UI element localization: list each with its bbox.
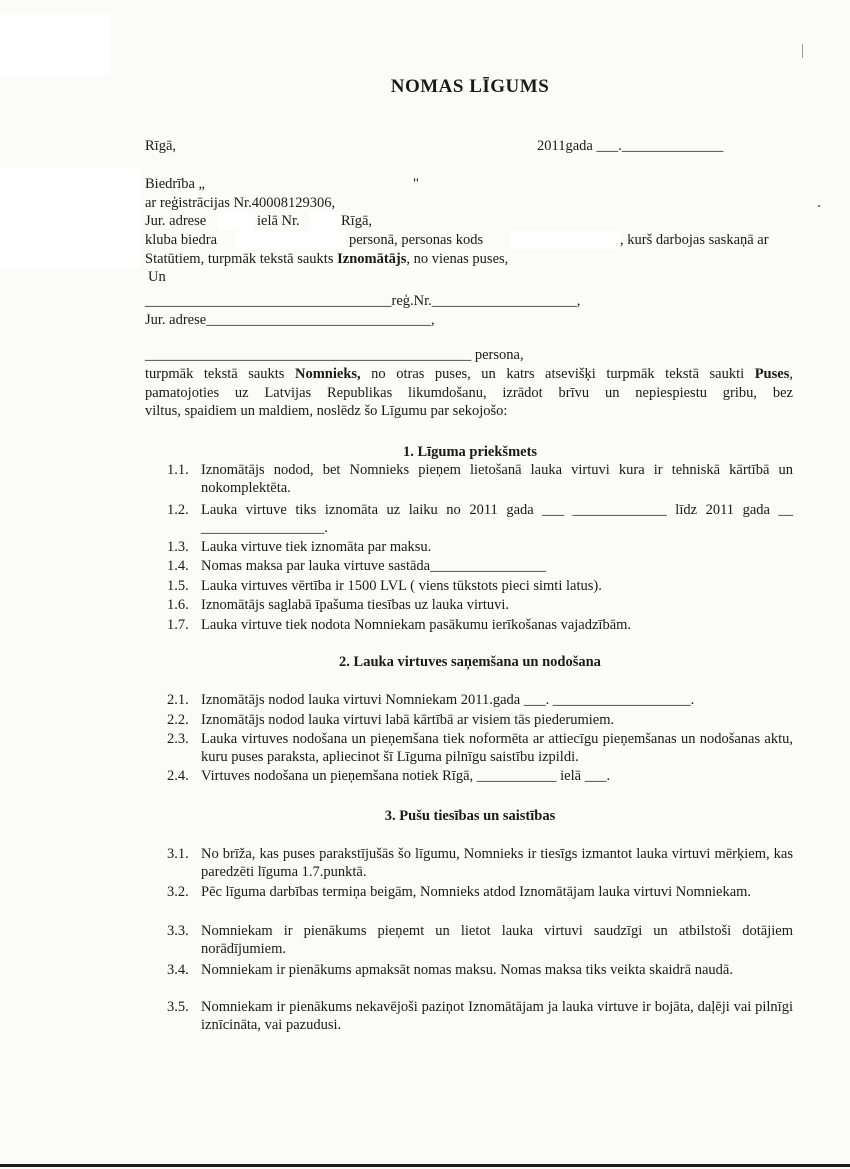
clause-text: Lauka virtuve tiek nodota Nomniekam pasākumu ierīkošanas vajadzībām. — [201, 617, 632, 633]
clause-number: 1.7. — [167, 617, 189, 633]
clause-text: Nomas maksa par lauka virtuve sastāda________________ — [201, 558, 547, 574]
clause-number: 1.4. — [167, 558, 189, 574]
redaction-box — [510, 231, 620, 249]
clause-text: Lauka virtuves vērtība ir 1500 LVL ( viens tūkstots pieci simti latus). — [201, 578, 602, 594]
clause — [145, 596, 793, 614]
clause-number: 3.3. — [167, 923, 189, 939]
city-label: Rīgā, — [145, 138, 177, 154]
party-name-open: Biedrība „ — [145, 176, 205, 192]
lessor-line-c: , no vienas puses, — [406, 251, 509, 267]
lessee-term: Nomnieks, — [294, 366, 361, 382]
redaction-box — [0, 168, 140, 268]
acting-under-text: , kurš darbojas saskaņā ar — [620, 232, 769, 248]
clause-number: 1.6. — [167, 597, 189, 613]
clause-text: Iznomātājs saglabā īpašuma tiesības uz lauka virtuvi. — [201, 597, 510, 613]
preamble-line-3: viltus, spaidiem un maldiem, noslēdz šo Līgumu par sekojošo: — [145, 403, 508, 419]
parties-term: Puses — [754, 366, 790, 382]
preamble-text: , — [789, 366, 793, 382]
clause-number: 3.1. — [167, 846, 189, 862]
lessor-line — [145, 250, 795, 268]
city-text: Rīgā, — [341, 213, 373, 229]
clause-text: Lauka virtuve tiks iznomāta uz laiku no 2011 gada ___ _____________ līdz 2011 gada __ _________________. — [201, 502, 793, 536]
redaction-box — [218, 212, 254, 230]
clause-text: Iznomātājs nodod, bet Nomnieks pieņem lietošanā lauka virtuvi kura ir tehniskā kārtībā un nokomplektēta. — [201, 462, 793, 496]
clause-number: 3.5. — [167, 999, 189, 1015]
person-code-label: personā, personas kods — [349, 232, 484, 248]
clause — [145, 616, 793, 634]
clause-text: Pēc līguma darbības termiņa beigām, Nomnieks atdod Iznomātājam lauka virtuvi Nomniekam. — [201, 884, 752, 900]
lessor-term: Iznomātājs — [337, 251, 407, 267]
clause-text: Nomniekam ir pienākums pieņemt un lietot lauka virtuvi saudzīgi un atbilstoši dotājiem norādījumiem. — [201, 923, 793, 957]
scan-mark — [802, 44, 803, 58]
section-heading: 2. Lauka virtuves saņemšana un nodošana — [339, 654, 601, 670]
clause-text: No brīža, kas puses parakstījušās šo līgumu, Nomnieks ir tiesīgs izmantot lauka virtuvi mērķiem, kas paredzēti līguma 1.7.punktā. — [201, 846, 793, 880]
clause-text: Iznomātājs nodod lauka virtuvi Nomniekam 2011.gada ___. ___________________. — [201, 692, 695, 708]
clause-number: 2.2. — [167, 712, 189, 728]
clause-number: 1.2. — [167, 502, 189, 518]
party-name-close: " — [413, 176, 419, 192]
clause — [145, 961, 793, 997]
clause — [145, 501, 793, 537]
clause — [145, 883, 793, 919]
clause-number: 3.4. — [167, 962, 189, 978]
redaction-box — [236, 231, 346, 249]
redaction-box — [309, 212, 339, 230]
clause-number: 1.5. — [167, 578, 189, 594]
lessee-registration-line: __________________________________reģ.Nr.____________________, — [145, 293, 581, 309]
clause — [145, 922, 793, 958]
clause — [145, 557, 793, 575]
clause-number: 2.3. — [167, 731, 189, 747]
section-heading: 3. Pušu tiesības un saistības — [384, 808, 556, 824]
registration-number: ar reģistrācijas Nr.40008129306, — [145, 195, 336, 211]
clause-number: 3.2. — [167, 884, 189, 900]
preamble-line-2: pamatojoties uz Latvijas Republikas likumdošanu, izrādot brīvu un nepiespiestu gribu, bez — [145, 385, 793, 401]
lessor-line-a: Statūtiem, turpmāk tekstā saukts — [145, 251, 338, 267]
preamble-text: no otras puses, un katrs atsevišķi turpmāk tekstā saukti — [360, 366, 755, 382]
clause-number: 1.1. — [167, 462, 189, 478]
clause-text: Iznomātājs nodod lauka virtuvi labā kārtībā ar visiem tās piederumiem. — [201, 712, 615, 728]
clause-number: 2.1. — [167, 692, 189, 708]
clause — [145, 461, 793, 497]
clause — [145, 998, 793, 1034]
clause — [145, 767, 793, 785]
page-bottom-edge — [0, 1164, 850, 1167]
clause — [145, 845, 793, 881]
lessee-address-line: Jur. adrese_______________________________, — [145, 312, 435, 328]
clause-number: 2.4. — [167, 768, 189, 784]
club-member-label: kluba biedra — [145, 232, 218, 248]
scan-dot — [818, 205, 820, 207]
clause-text: Lauka virtuves nodošana un pieņemšana tiek noformēta ar attiecīgu pieņemšanas un nodošanas aktu, kuru puses paraksta, apliecinot šī Līguma pilnīgu saistību izpildi. — [201, 731, 793, 765]
clause-text: Lauka virtuve tiek iznomāta par maksu. — [201, 539, 432, 555]
redaction-box — [0, 14, 110, 76]
document-title: NOMAS LĪGUMS — [390, 76, 550, 97]
clause — [145, 711, 793, 729]
clause-text: Virtuves nodošana un pieņemšana notiek Rīgā, ___________ ielā ___. — [201, 768, 611, 784]
contract-date: 2011gada ___.______________ — [537, 138, 724, 154]
clause-number: 1.3. — [167, 539, 189, 555]
street-label: ielā Nr. — [257, 213, 300, 229]
and-word: Un — [148, 269, 166, 285]
preamble-line-1 — [145, 365, 793, 383]
clause-text: Nomniekam ir pienākums apmaksāt nomas maksu. Nomas maksa tiks veikta skaidrā naudā. — [201, 962, 733, 978]
preamble-text: turpmāk tekstā saukts — [145, 366, 295, 382]
clause — [145, 538, 793, 556]
clause-text: Nomniekam ir pienākums nekavējoši paziņot Iznomātājam ja lauka virtuve ir bojāta, daļēji vai pilnīgi iznīcināta, vai pazudusi. — [201, 999, 793, 1033]
legal-address-label: Jur. adrese — [145, 213, 207, 229]
clause — [145, 730, 793, 766]
section-heading: 1. Līguma priekšmets — [402, 444, 538, 460]
clause — [145, 691, 793, 709]
lessee-person-line: _____________________________________________ persona, — [145, 347, 524, 363]
clause — [145, 577, 793, 595]
